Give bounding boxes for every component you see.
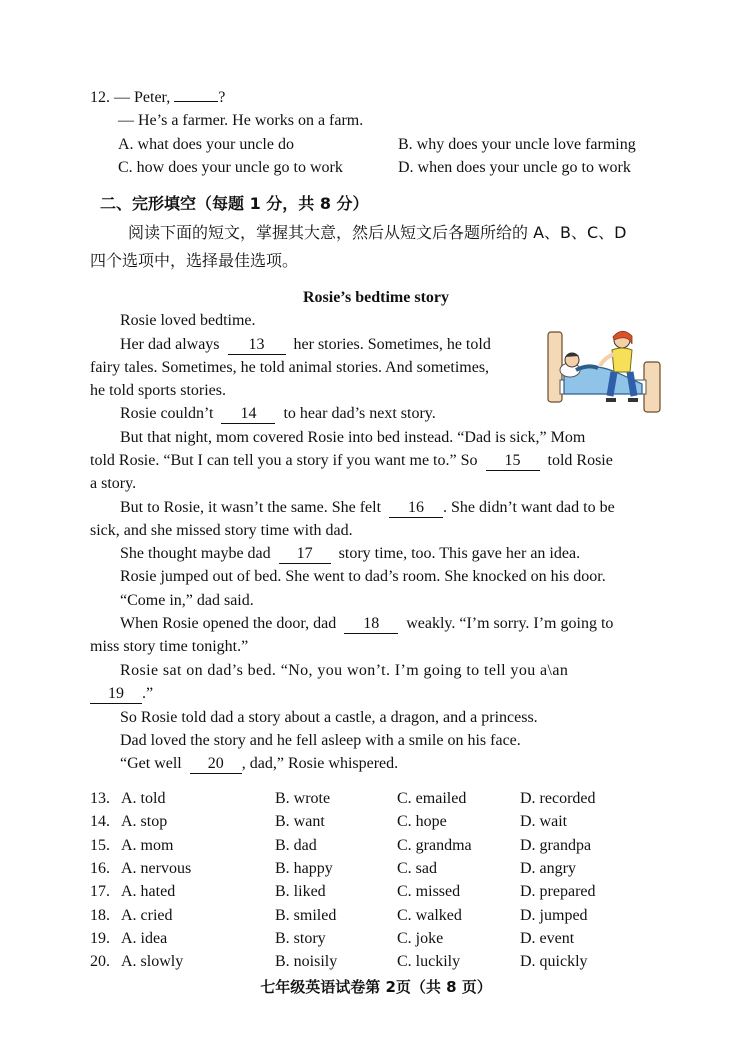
option-choice: D. jumped	[520, 906, 588, 924]
story-line: fairy tales. Sometimes, he told animal stories. And sometimes,	[90, 359, 490, 376]
blank-17: 17	[279, 545, 331, 564]
option-choice: C. hope	[397, 813, 447, 831]
option-number: 14.	[90, 813, 110, 831]
story-line	[120, 754, 398, 774]
story-line: So Rosie told dad a story about a castle, a dragon, and a princess.	[120, 709, 538, 726]
option-number: 13.	[90, 790, 110, 807]
option-choice: C. missed	[397, 883, 461, 901]
option-choice: A. slowly	[121, 953, 184, 971]
option-choice: B. dad	[275, 836, 317, 854]
story-line: “Come in,” dad said.	[120, 592, 254, 609]
story-text: Her dad always	[120, 336, 220, 353]
story-text: But to Rosie, it wasn’t the same. She felt	[120, 499, 382, 516]
option-number: 19.	[90, 929, 110, 947]
story-line: But that night, mom covered Rosie into bed instead. “Dad is sick,” Mom	[120, 429, 586, 446]
option-choice: A. mom	[121, 836, 174, 854]
option-choice: D. prepared	[520, 883, 596, 901]
option-choice: D. wait	[520, 813, 568, 831]
option-choice: B. noisily	[275, 953, 338, 971]
story-text: When Rosie opened the door, dad	[120, 615, 337, 632]
story-text: Rosie couldn’t	[120, 405, 214, 422]
story-line: Rosie loved bedtime.	[120, 312, 256, 329]
option-choice: B. liked	[275, 883, 326, 901]
q12-option-d: D. when does your uncle go to work	[398, 159, 631, 176]
option-choice: D. recorded	[520, 790, 596, 807]
option-number: 15.	[90, 836, 110, 854]
option-choice: C. joke	[397, 929, 444, 947]
option-number: 20.	[90, 953, 110, 971]
story-text: “Get well	[120, 755, 182, 772]
option-number: 17.	[90, 883, 110, 901]
blank-15: 15	[486, 452, 540, 471]
option-choice: D. quickly	[520, 953, 588, 971]
section-instructions-2: 四个选项中，选择最佳选项。	[90, 251, 299, 270]
blank-14: 14	[221, 405, 275, 424]
option-number: 16.	[90, 859, 110, 877]
story-line: miss story time tonight.”	[90, 638, 249, 655]
story-line: he told sports stories.	[90, 382, 226, 399]
q12-option-b: B. why does your uncle love farming	[398, 136, 636, 153]
option-choice: A. idea	[121, 929, 168, 947]
story-text: .”	[142, 685, 154, 702]
option-choice: C. grandma	[397, 836, 472, 854]
q12-stem	[90, 88, 225, 108]
option-choice: B. happy	[275, 859, 333, 877]
option-choice: C. sad	[397, 859, 437, 877]
option-number: 18.	[90, 906, 110, 924]
story-text: , dad,” Rosie whispered.	[241, 755, 399, 772]
story-text: . She didn’t want dad to be	[443, 499, 615, 516]
page-footer: 七年级英语试卷第 2页（共 8 页）	[260, 978, 492, 996]
option-choice: D. event	[520, 929, 575, 947]
story-line: Rosie sat on dad’s bed. “No, you won’t. I’m going to tell you a\an	[120, 662, 569, 679]
q12-stem-end: ?	[218, 89, 226, 106]
blank-19: 19	[90, 685, 142, 704]
option-choice: B. want	[275, 813, 325, 831]
story-text: to hear dad’s next story.	[283, 405, 436, 422]
option-choice: A. hated	[121, 883, 176, 901]
option-choice: A. nervous	[121, 859, 192, 877]
option-choice: A. stop	[121, 813, 168, 831]
option-choice: C. emailed	[397, 790, 467, 807]
story-title: Rosie’s bedtime story	[302, 289, 450, 306]
option-choice: A. told	[121, 790, 166, 807]
story-text: told Rosie. “But I can tell you a story if you want me to.” So	[90, 452, 478, 469]
story-line	[120, 404, 436, 424]
story-line: a story.	[90, 475, 137, 492]
bedtime-illustration	[546, 324, 664, 416]
story-line	[90, 451, 613, 471]
option-choice: B. story	[275, 929, 326, 947]
story-text: She thought maybe dad	[120, 545, 271, 562]
option-choice: C. walked	[397, 906, 462, 924]
story-text: weakly. “I’m sorry. I’m going to	[406, 615, 614, 632]
story-line	[120, 498, 615, 518]
blank-18: 18	[344, 615, 398, 634]
story-line	[120, 544, 580, 564]
story-line: Dad loved the story and he fell asleep with a smile on his face.	[120, 732, 521, 749]
story-line: Rosie jumped out of bed. She went to dad’s room. She knocked on his door.	[120, 568, 606, 585]
option-choice: D. angry	[520, 859, 576, 877]
story-text: told Rosie	[547, 452, 613, 469]
q12-option-a: A. what does your uncle do	[118, 136, 294, 153]
option-choice: B. wrote	[275, 790, 331, 807]
story-line	[120, 614, 613, 634]
section-heading: 二、完形填空（每题 1 分，共 8 分）	[100, 194, 369, 213]
option-choice: A. cried	[121, 906, 173, 924]
story-text: her stories. Sometimes, he told	[293, 336, 491, 353]
blank-13: 13	[228, 336, 286, 355]
q12-answer: — He’s a farmer. He works on a farm.	[118, 112, 364, 129]
q12-blank	[174, 101, 218, 102]
q12-stem-text: 12. — Peter,	[90, 89, 175, 106]
story-line: sick, and she missed story time with dad.	[90, 522, 353, 539]
option-choice: C. luckily	[397, 953, 461, 971]
section-instructions-1: 阅读下面的短文，掌握其大意，然后从短文后各题所给的 A、B、C、D	[128, 223, 627, 242]
blank-16: 16	[389, 499, 443, 518]
blank-20: 20	[190, 755, 242, 774]
q12-option-c: C. how does your uncle go to work	[118, 159, 343, 176]
option-choice: B. smiled	[275, 906, 337, 924]
story-line	[120, 335, 491, 355]
story-text: story time, too. This gave her an idea.	[338, 545, 581, 562]
story-line	[90, 684, 153, 704]
option-choice: D. grandpa	[520, 836, 592, 854]
